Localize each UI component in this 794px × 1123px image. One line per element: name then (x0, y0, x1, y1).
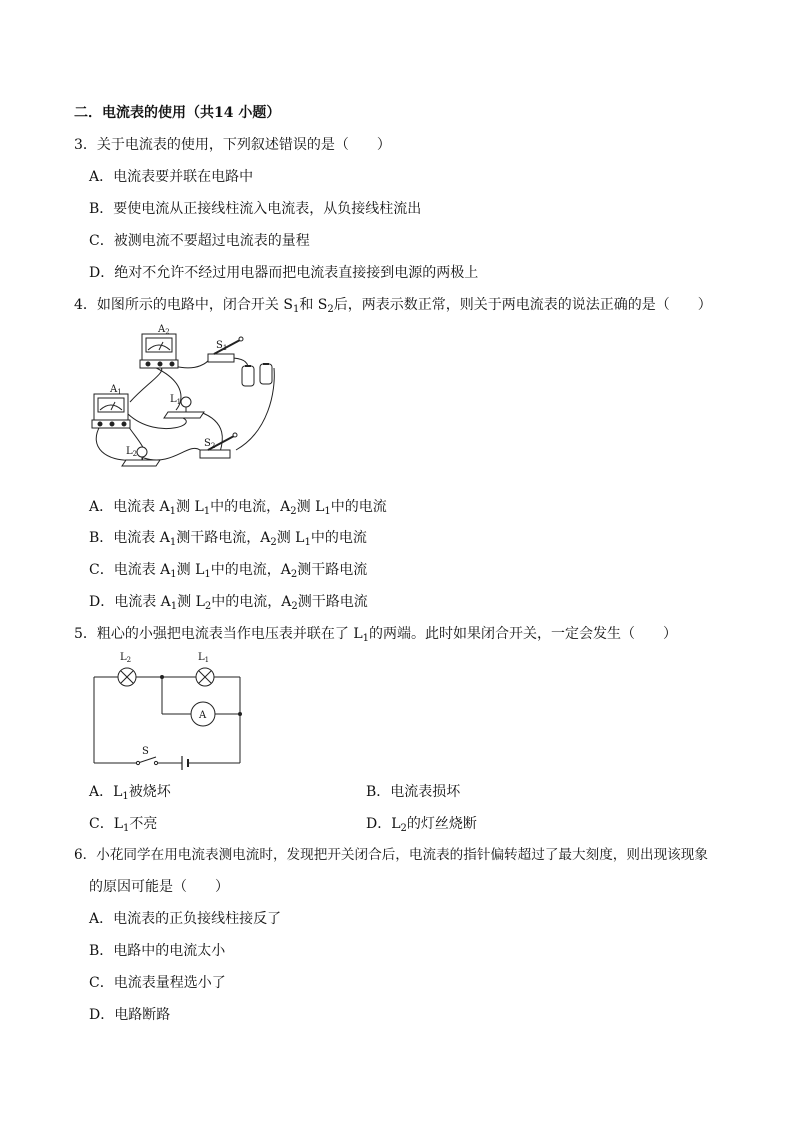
l2-label: $L_2$ (126, 446, 138, 458)
q5-switch-label: S (142, 746, 149, 757)
question-4-option-d: D．电流表 $A_1$测 $L_2$中的电流，$A_2$测干路电流 (89, 594, 368, 612)
question-5-option-c: C．$L_1$不亮 (89, 816, 158, 834)
question-6-stem-line-1: 6．小花同学在用电流表测电流时，发现把开关闭合后，电流表的指针偏转超过了最大刻度，则出现该现象 (74, 847, 708, 863)
question-6-option-d: D．电路断路 (89, 1007, 171, 1023)
q5-l1-label: $L_1$ (198, 652, 210, 664)
a1-label: $A_1$ (110, 384, 122, 396)
s2-label: $S_2$ (204, 438, 216, 450)
question-5-option-b: B．电流表损坏 (366, 784, 461, 800)
q5-ammeter-label: A (199, 710, 207, 721)
section-title: 二．电流表的使用（共14 小题） (74, 105, 281, 121)
question-4-option-c: C．电流表 $A_1$测 $L_1$中的电流，$A_2$测干路电流 (89, 562, 368, 580)
question-4-circuit-diagram (88, 322, 288, 476)
question-5-option-d: D．$L_2$的灯丝烧断 (366, 816, 477, 834)
s1-label: $S_1$ (216, 340, 228, 352)
question-3-option-d: D．绝对不允许不经过用电器而把电流表直接接到电源的两极上 (89, 265, 479, 281)
question-5-option-a: A．$L_1$被烧坏 (89, 784, 171, 802)
question-4-stem: 4．如图所示的电路中，闭合开关 $S_1$和 $S_2$后，两表示数正常，则关于两电流表的说法正确的是（ ） (74, 297, 712, 315)
question-6-option-c: C．电流表量程选小了 (89, 975, 226, 991)
question-6-stem-line-2: 的原因可能是（ ） (89, 879, 229, 895)
question-3-option-a: A．电流表要并联在电路中 (89, 169, 254, 185)
question-4-option-a: A．电流表 $A_1$测 $L_1$中的电流，$A_2$测 $L_1$中的电流 (89, 499, 387, 517)
a2-label: $A_2$ (158, 324, 170, 336)
question-3-option-b: B．要使电流从正接线柱流入电流表，从负接线柱流出 (89, 201, 422, 217)
question-3-stem: 3．关于电流表的使用，下列叙述错误的是（ ） (74, 137, 391, 153)
question-5-circuit-diagram (88, 648, 248, 774)
question-5-stem: 5．粗心的小强把电流表当作电压表并联在了 $L_1$的两端。此时如果闭合开关，一定会发生（ ） (74, 626, 678, 644)
question-3-option-c: C．被测电流不要超过电流表的量程 (89, 233, 310, 249)
q5-l2-label: $L_2$ (120, 652, 132, 664)
question-4-option-b: B．电流表 $A_1$测干路电流，$A_2$测 $L_1$中的电流 (89, 530, 367, 548)
question-6-option-b: B．电路中的电流太小 (89, 943, 226, 959)
l1-label: $L_1$ (170, 394, 182, 406)
question-6-option-a: A．电流表的正负接线柱接反了 (89, 911, 282, 927)
